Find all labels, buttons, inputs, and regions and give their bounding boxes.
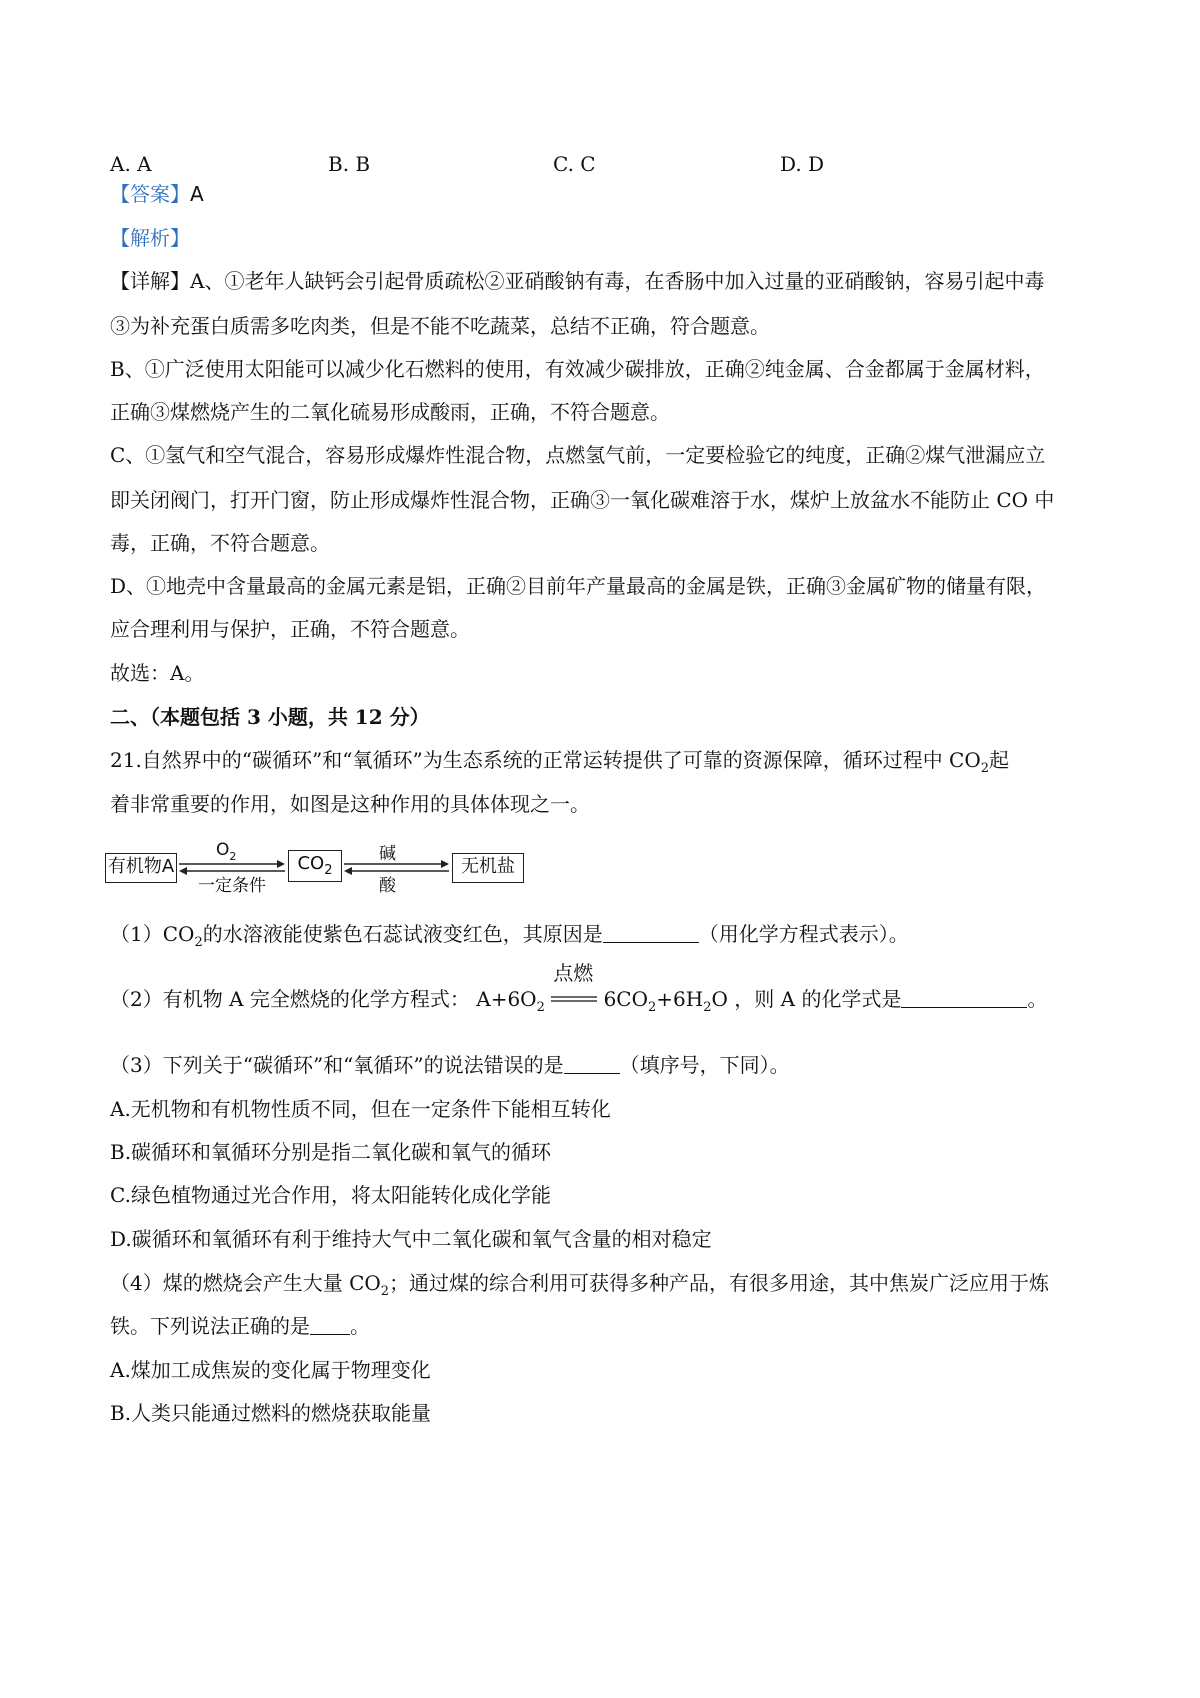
subscript: 2 [380,1284,390,1299]
answer-line [110,180,204,208]
label-base: 碱 [379,844,396,864]
p4-text: ；通过煤的综合利用可获得多种产品，有很多用途，其中焦炭广泛应用于炼 [389,1271,1050,1295]
detail-line-7: 毒，正确，不符合题意。 [110,531,330,555]
label-condition: 一定条件 [198,876,266,896]
answer-blank [901,989,1027,1008]
subscript: 2 [980,761,990,776]
option-b: B. B [328,152,371,176]
answer-blank [564,1055,620,1074]
eq-product-o: O [711,987,728,1011]
o2-text: O [216,840,230,860]
subscript: 2 [703,1000,712,1015]
analysis-label [110,224,190,252]
answer-blank [603,924,699,943]
q21-part-4 [110,1269,1049,1306]
option-d: D. D [780,152,825,176]
q21-p3-option-c: C.绿色植物通过光合作用，将太阳能转化成化学能 [110,1183,551,1207]
combustion-equation [476,960,728,1022]
q21-p3-option-d: D.碳循环和氧循环有利于维持大气中二氧化碳和氧气含量的相对稳定 [110,1227,712,1251]
q21-p4-option-a: A.煤加工成焦炭的变化属于物理变化 [110,1358,431,1382]
box-inorganic-salt: 无机盐 [452,853,524,883]
section-heading: 二、（本题包括 3 小题，共 12 分） [110,705,430,729]
p1-prefix: （1）CO [110,922,195,946]
q21-part-1 [110,920,909,957]
detail-line-8: D、①地壳中含量最高的金属元素是铝，正确②目前年产量最高的金属是铁，正确③金属矿物的储量有限， [110,574,1047,598]
detail-line-1: 【详解】A、①老年人缺钙会引起骨质疏松②亚硝酸钠有毒，在香肠中加入过量的亚硝酸钠，容易引起中毒 [110,269,1045,293]
box-organic-a: 有机物A [105,853,177,883]
p2-text: ，则 A 的化学式是 [734,987,902,1011]
label-o2 [216,840,236,867]
eq-product-h: +6H [656,987,704,1011]
p4-prefix: （4）煤的燃烧会产生大量 CO [110,1271,381,1295]
answer-value: A [190,182,204,206]
q21-part-2 [110,960,1048,1022]
q21-intro-line-1 [110,746,1009,783]
q21-p3-option-a: A.无机物和有机物性质不同，但在一定条件下能相互转化 [110,1097,611,1121]
q21-p3-option-b: B.碳循环和氧循环分别是指二氧化碳和氧气的循环 [110,1140,552,1164]
eq-reactants: A+6O [476,987,537,1011]
answer-options-row [110,150,1110,178]
subscript: 2 [536,1000,545,1015]
answer-blank [310,1316,350,1335]
p1-text: 的水溶液能使紫色石蕊试液变红色，其原因是 [202,922,603,946]
cycle-diagram [105,838,535,900]
label-acid: 酸 [379,876,396,896]
q21-part-4-line-2 [110,1312,370,1340]
q21-part-3 [110,1051,790,1079]
p4-line2-text: 铁。下列说法正确的是 [110,1314,310,1338]
answer-label: 【答案】 [110,182,190,206]
detail-line-4: 正确③煤燃烧产生的二氧化硫易形成酸雨，正确，不符合题意。 [110,400,670,424]
detail-line-5: C、①氢气和空气混合，容易形成爆炸性混合物，点燃氢气前，一定要检验它的纯度，正确②煤气泄漏应立 [110,443,1046,467]
subscript: 2 [229,850,237,863]
eq-product-co2: 6CO [603,987,649,1011]
subscript: 2 [324,863,333,878]
diagram-arrows [105,838,535,900]
eq-condition: 点燃 [553,960,594,985]
detail-line-6: 即关闭阀门，打开门窗，防止形成爆炸性混合物，正确③一氧化碳难溶于水，煤炉上放盆水不能防止 CO 中 [110,488,1055,512]
p2-prefix: （2）有机物 A 完全燃烧的化学方程式： [110,987,470,1011]
p4-line2-end: 。 [350,1314,370,1338]
eq-arrow [551,960,597,1011]
q21-intro-line-2: 着非常重要的作用，如图是这种作用的具体体现之一。 [110,792,590,816]
detail-line-10: 故选：A。 [110,661,205,685]
p3-text: （3）下列关于“碳循环”和“氧循环”的说法错误的是 [110,1053,564,1077]
subscript: 2 [194,935,203,950]
p2-end: 。 [1027,987,1048,1011]
p3-end: （填序号，下同）。 [619,1053,790,1077]
detail-line-3: B、①广泛使用太阳能可以减少化石燃料的使用，有效减少碳排放，正确②纯金属、合金都属于金属材料， [110,357,1045,381]
q21-p4-option-b: B.人类只能通过燃料的燃烧获取能量 [110,1401,432,1425]
detail-line-9: 应合理利用与保护，正确，不符合题意。 [110,617,470,641]
subscript: 2 [648,1000,657,1015]
q21-intro-end: 起 [989,748,1010,772]
co2-text: CO [297,853,325,874]
option-c: C. C [553,152,596,176]
analysis-bracket: 【解析】 [110,226,190,250]
q21-intro-text: 21.自然界中的“碳循环”和“氧循环”为生态系统的正常运转提供了可靠的资源保障，循环过程中 CO [110,748,981,772]
option-a: A. A [110,152,152,176]
detail-line-2: ③为补充蛋白质需多吃肉类，但是不能不吃蔬菜，总结不正确，符合题意。 [110,314,770,338]
p1-end: （用化学方程式表示）。 [698,922,909,946]
